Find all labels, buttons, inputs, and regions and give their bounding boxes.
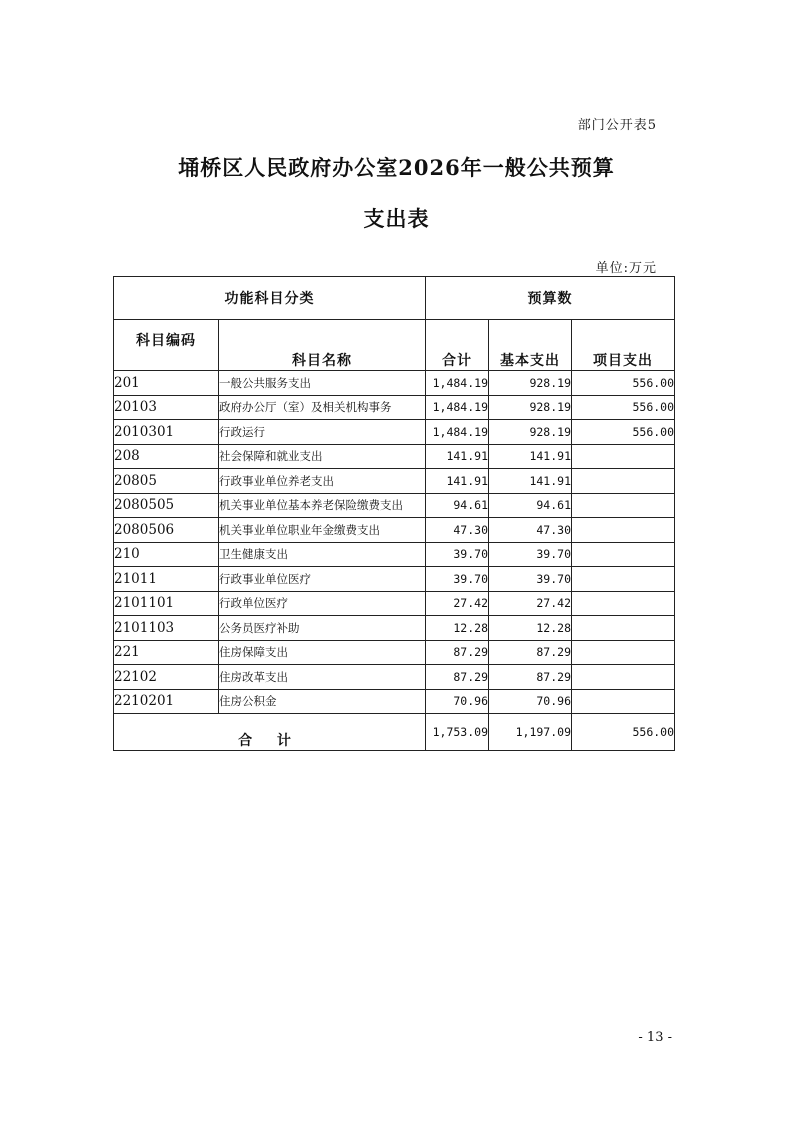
row-code: 20805 (114, 469, 219, 494)
row-basic: 141.91 (489, 469, 572, 494)
row-code: 208 (114, 444, 219, 469)
row-basic: 47.30 (489, 518, 572, 543)
row-name: 公务员医疗补助 (219, 616, 426, 641)
budget-table (113, 276, 675, 751)
table-row (114, 420, 675, 445)
row-name: 住房改革支出 (219, 665, 426, 690)
total-row (114, 714, 675, 751)
row-project: 556.00 (572, 371, 675, 396)
row-name: 行政运行 (219, 420, 426, 445)
row-name: 机关事业单位基本养老保险缴费支出 (219, 493, 426, 518)
row-basic: 87.29 (489, 665, 572, 690)
table-row (114, 469, 675, 494)
row-project (572, 640, 675, 665)
row-total: 47.30 (426, 518, 489, 543)
row-basic: 928.19 (489, 395, 572, 420)
row-name: 机关事业单位职业年金缴费支出 (219, 518, 426, 543)
row-total: 141.91 (426, 444, 489, 469)
row-total: 39.70 (426, 542, 489, 567)
group-header-functional: 功能科目分类 (114, 277, 426, 320)
row-name: 一般公共服务支出 (219, 371, 426, 396)
column-header-project: 项目支出 (572, 320, 675, 371)
row-basic: 27.42 (489, 591, 572, 616)
row-total: 87.29 (426, 665, 489, 690)
row-project: 556.00 (572, 420, 675, 445)
total-project: 556.00 (572, 714, 675, 751)
row-basic: 141.91 (489, 444, 572, 469)
row-total: 1,484.19 (426, 395, 489, 420)
table-row (114, 542, 675, 567)
row-total: 1,484.19 (426, 420, 489, 445)
total-sum: 1,753.09 (426, 714, 489, 751)
row-project: 556.00 (572, 395, 675, 420)
row-project (572, 591, 675, 616)
row-project (572, 542, 675, 567)
row-total: 94.61 (426, 493, 489, 518)
total-label: 合 计 (114, 714, 426, 751)
column-header-basic: 基本支出 (489, 320, 572, 371)
row-code: 2210201 (114, 689, 219, 714)
row-total: 1,484.19 (426, 371, 489, 396)
row-code: 210 (114, 542, 219, 567)
row-basic: 39.70 (489, 567, 572, 592)
page-title: 埇桥区人民政府办公室2026年一般公共预算 (178, 155, 615, 180)
row-code: 2101101 (114, 591, 219, 616)
row-code: 2010301 (114, 420, 219, 445)
row-name: 社会保障和就业支出 (219, 444, 426, 469)
row-basic: 928.19 (489, 371, 572, 396)
row-name: 卫生健康支出 (219, 542, 426, 567)
table-row (114, 567, 675, 592)
row-name: 政府办公厅（室）及相关机构事务 (219, 395, 426, 420)
row-project (572, 469, 675, 494)
row-basic: 12.28 (489, 616, 572, 641)
row-name: 住房公积金 (219, 689, 426, 714)
page-subtitle: 支出表 (363, 206, 430, 231)
row-total: 70.96 (426, 689, 489, 714)
row-basic: 70.96 (489, 689, 572, 714)
row-total: 12.28 (426, 616, 489, 641)
row-code: 201 (114, 371, 219, 396)
table-row (114, 689, 675, 714)
table-row (114, 395, 675, 420)
row-basic: 87.29 (489, 640, 572, 665)
row-basic: 39.70 (489, 542, 572, 567)
column-header-name: 科目名称 (219, 320, 426, 371)
row-name: 行政事业单位医疗 (219, 567, 426, 592)
row-code: 2080506 (114, 518, 219, 543)
row-project (572, 665, 675, 690)
row-project (572, 444, 675, 469)
row-code: 21011 (114, 567, 219, 592)
row-project (572, 689, 675, 714)
row-name: 住房保障支出 (219, 640, 426, 665)
row-code: 2080505 (114, 493, 219, 518)
row-total: 141.91 (426, 469, 489, 494)
form-label: 部门公开表5 (577, 118, 657, 133)
unit-label: 单位:万元 (595, 261, 657, 276)
table-row (114, 444, 675, 469)
row-name: 行政单位医疗 (219, 591, 426, 616)
row-total: 87.29 (426, 640, 489, 665)
table-row (114, 371, 675, 396)
page-number: - 13 - (638, 1030, 672, 1045)
row-project (572, 493, 675, 518)
row-code: 221 (114, 640, 219, 665)
row-code: 2101103 (114, 616, 219, 641)
table-row (114, 665, 675, 690)
table-row (114, 493, 675, 518)
row-code: 20103 (114, 395, 219, 420)
table-row (114, 518, 675, 543)
row-project (572, 616, 675, 641)
total-basic: 1,197.09 (489, 714, 572, 751)
column-header-total: 合计 (426, 320, 489, 371)
row-name: 行政事业单位养老支出 (219, 469, 426, 494)
row-basic: 928.19 (489, 420, 572, 445)
row-code: 22102 (114, 665, 219, 690)
table-row (114, 591, 675, 616)
row-basic: 94.61 (489, 493, 572, 518)
group-header-budget: 预算数 (426, 277, 675, 320)
row-project (572, 567, 675, 592)
table-row (114, 616, 675, 641)
row-project (572, 518, 675, 543)
column-header-code: 科目编码 (114, 320, 219, 371)
table-row (114, 640, 675, 665)
row-total: 27.42 (426, 591, 489, 616)
row-total: 39.70 (426, 567, 489, 592)
